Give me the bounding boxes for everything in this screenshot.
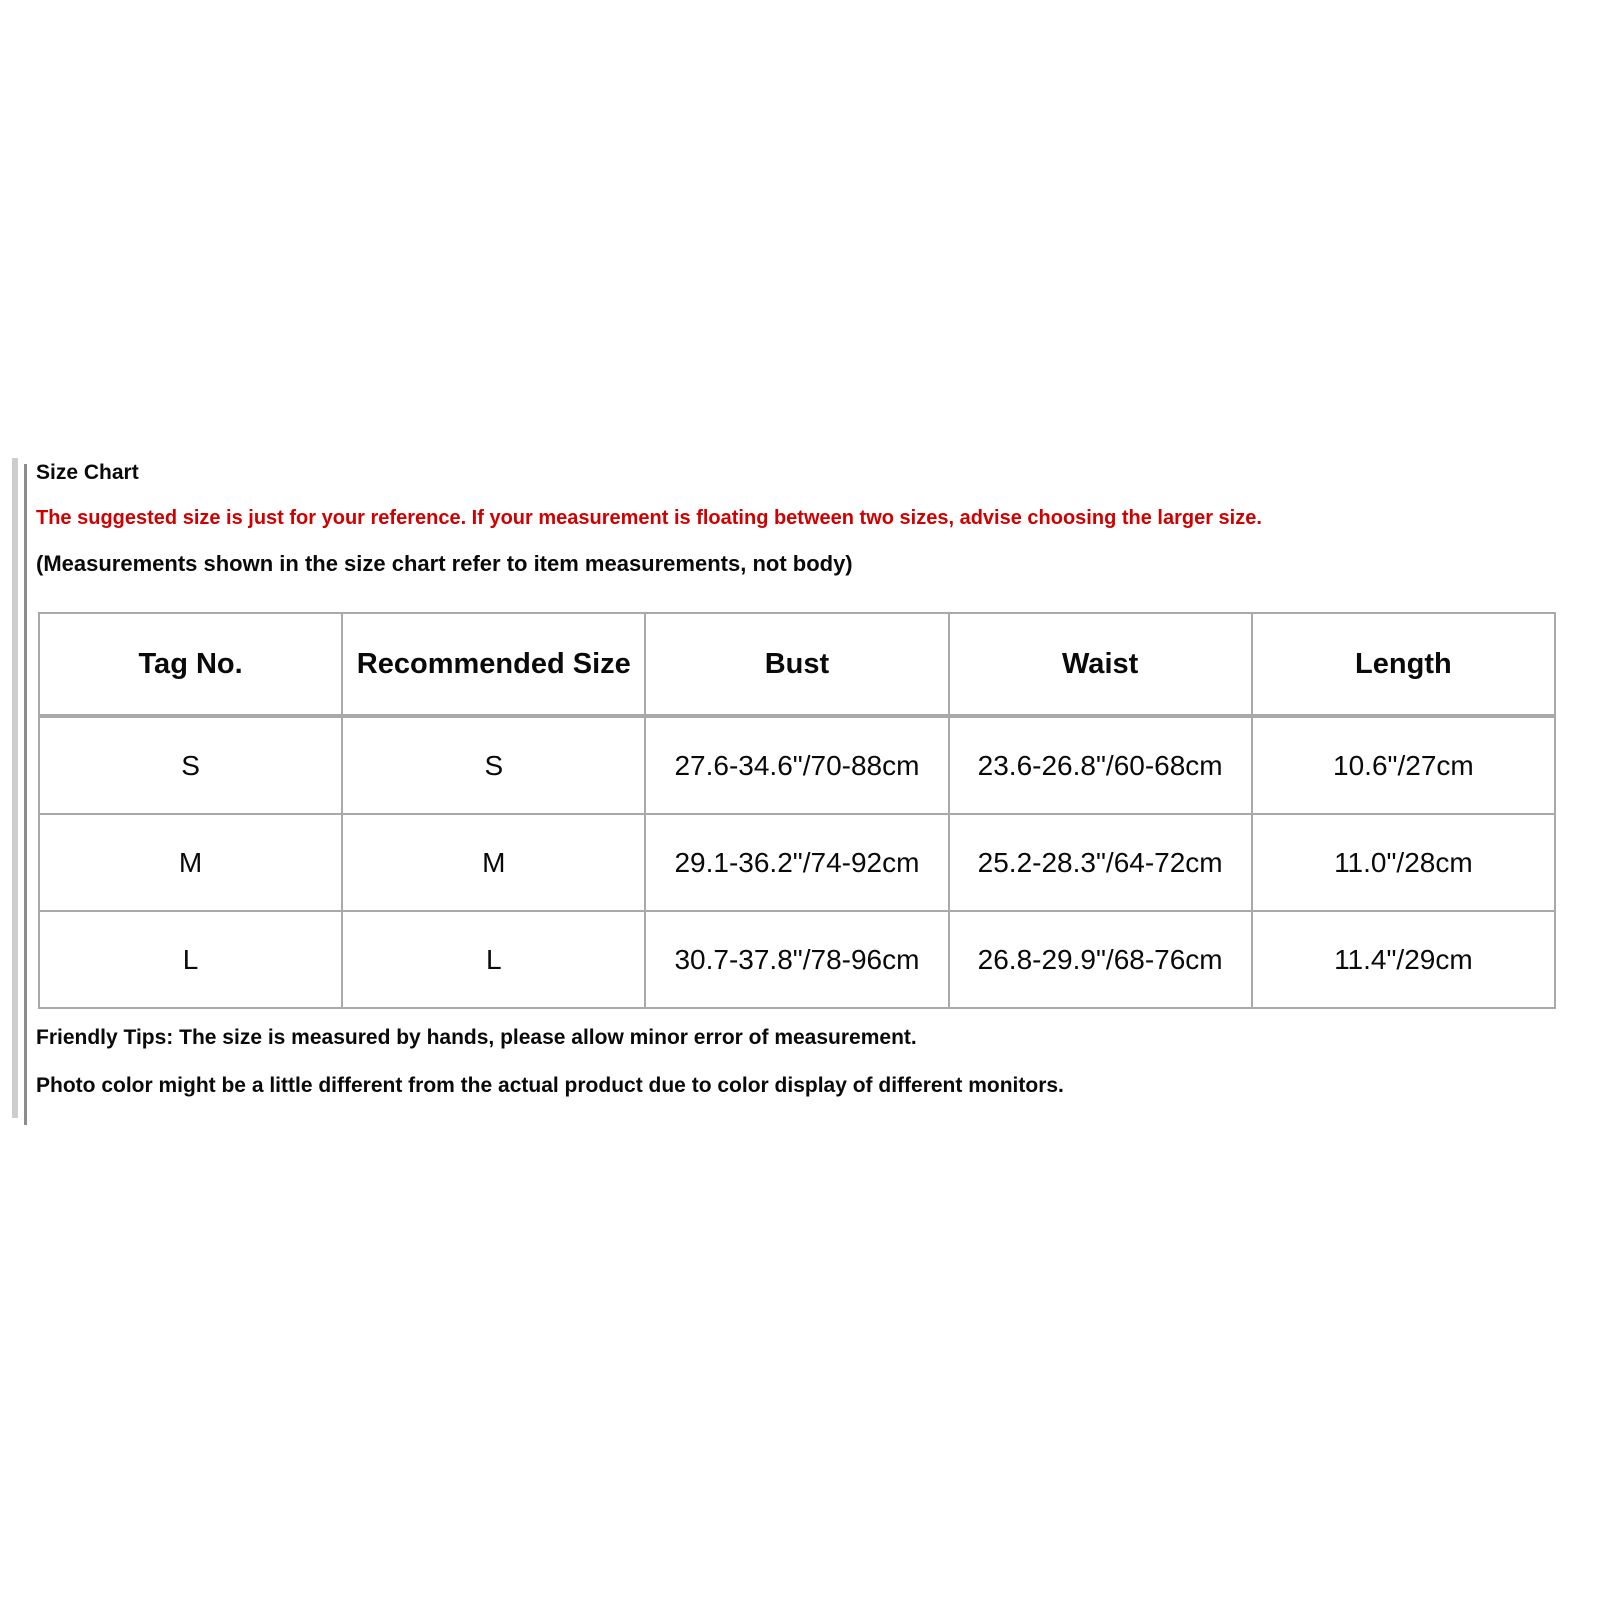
- table-cell: 29.1-36.2"/74-92cm: [645, 814, 948, 911]
- table-row-l: [39, 911, 1555, 1008]
- table-row-m: [39, 814, 1555, 911]
- column-header-recommended-size: Recommended Size: [342, 613, 645, 716]
- table-cell: 23.6-26.8"/60-68cm: [949, 716, 1252, 814]
- header-row: [39, 613, 1555, 716]
- table-cell: S: [342, 716, 645, 814]
- column-header-length: Length: [1252, 613, 1555, 716]
- table-cell: 25.2-28.3"/64-72cm: [949, 814, 1252, 911]
- size-chart-table: [38, 612, 1556, 1009]
- page-title: Size Chart: [36, 461, 139, 484]
- column-header-waist: Waist: [949, 613, 1252, 716]
- table-cell: M: [342, 814, 645, 911]
- table-cell: 30.7-37.8"/78-96cm: [645, 911, 948, 1008]
- table-cell: 27.6-34.6"/70-88cm: [645, 716, 948, 814]
- table-cell: M: [39, 814, 342, 911]
- left-rule-light-bar: [12, 458, 18, 1118]
- column-header-bust: Bust: [645, 613, 948, 716]
- table-cell: 26.8-29.9"/68-76cm: [949, 911, 1252, 1008]
- table-cell: L: [39, 911, 342, 1008]
- measurement-note: (Measurements shown in the size chart refer to item measurements, not body): [36, 551, 853, 576]
- friendly-tips-note: Friendly Tips: The size is measured by hands, please allow minor error of measurement.: [36, 1026, 917, 1049]
- left-rule-dark-bar: [24, 464, 27, 1125]
- table-cell: 11.0"/28cm: [1252, 814, 1555, 911]
- table-row-s: [39, 716, 1555, 814]
- table-cell: 10.6"/27cm: [1252, 716, 1555, 814]
- table-cell: L: [342, 911, 645, 1008]
- column-header-tag-no: Tag No.: [39, 613, 342, 716]
- table-cell: 11.4"/29cm: [1252, 911, 1555, 1008]
- table-cell: S: [39, 716, 342, 814]
- photo-color-note: Photo color might be a little different from the actual product due to color display of different monitors.: [36, 1074, 1064, 1097]
- size-reference-warning: The suggested size is just for your reference. If your measurement is floating between two sizes, advise choosing the larger size.: [36, 507, 1262, 529]
